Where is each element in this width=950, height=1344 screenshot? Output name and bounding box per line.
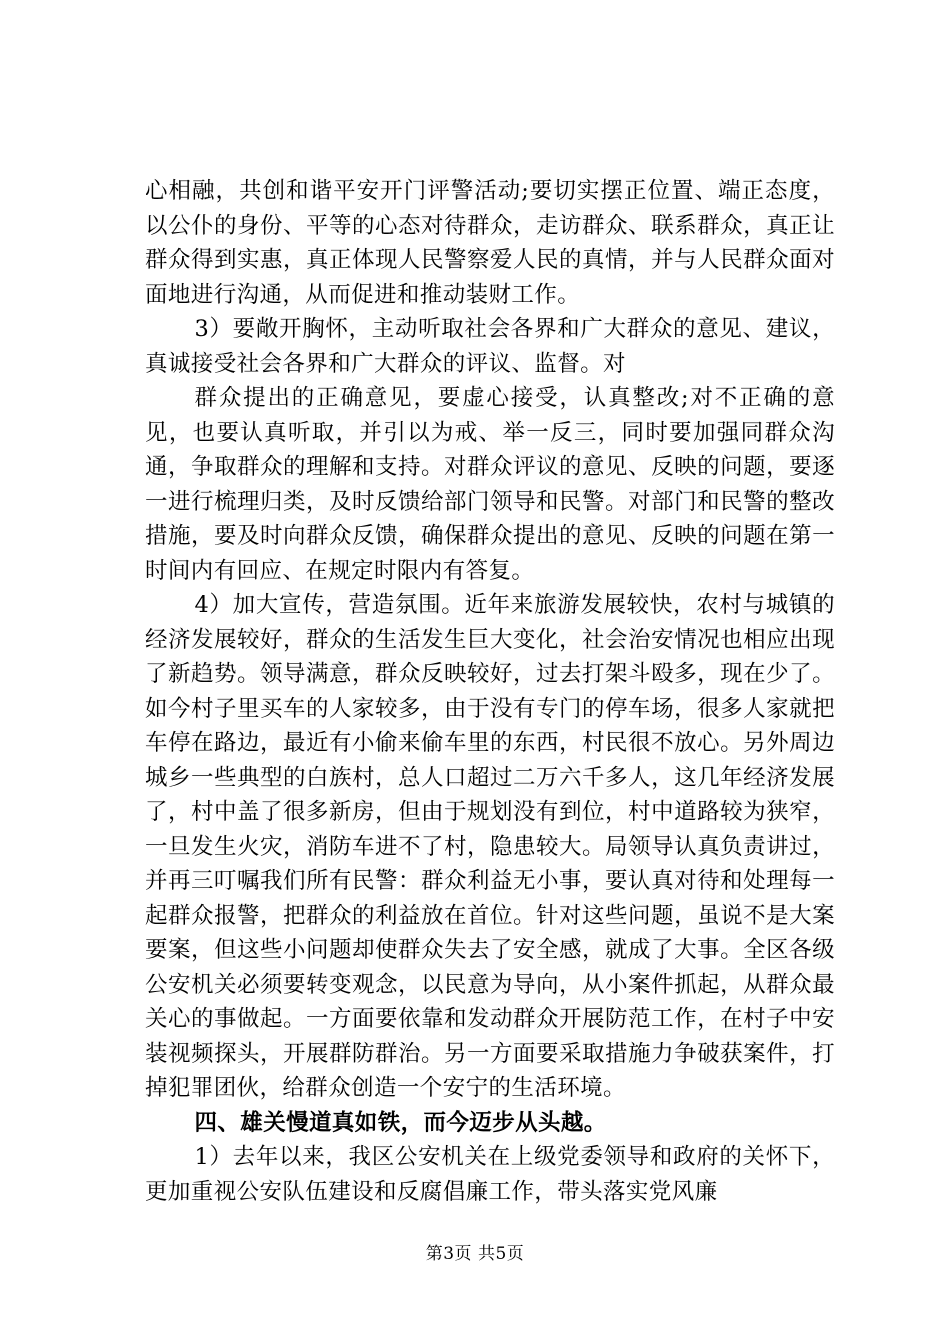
paragraph-point-3-continued: 群众提出的正确意见，要虚心接受，认真整改;对不正确的意见，也要认真听取，并引以为戒、举一反三，同时要加强同群众沟通，争取群众的理解和支持。对群众评议的意见、反映的问题，要逐一进行梳理归类，及时反馈给部门领导和民警。对部门和民警的整改措施，要及时向群众反馈，确保群众提出的意见、反映的问题在第一时间内有回应、在规定时限内有答复。 (145, 385, 835, 584)
paragraph-continuation: 心相融，共创和谐平安开门评警活动;要切实摆正位置、端正态度，以公仆的身份、平等的心态对待群众，走访群众、联系群众，真正让群众得到实惠，真正体现人民警察爱人民的真情，并与人民群众面对面地进行沟通，从而促进和推动装财工作。 (145, 178, 835, 308)
paragraph-section4-point-1: 1）去年以来，我区公安机关在上级党委领导和政府的关怀下，更加重视公安队伍建设和反腐倡廉工作，带头落实党风廉 (145, 1144, 835, 1205)
section-heading: 四、雄关慢道真如铁，而今迈步从头越。 (194, 1109, 607, 1136)
paragraph-point-3: 3）要敞开胸怀，主动听取社会各界和广大群众的意见、建议，真诚接受社会各界和广大群众的评议、监督。对 (145, 316, 835, 377)
page-number-footer: 第3页 共5页 (425, 1244, 525, 1264)
paragraph-point-4: 4）加大宣传，营造氛围。近年来旅游发展较快，农村与城镇的经济发展较好，群众的生活发生巨大变化，社会治安情况也相应出现了新趋势。领导满意，群众反映较好，过去打架斗殴多，现在少了。如今村子里买车的人家较多，由于没有专门的停车场，很多人家就把车停在路边，最近有小偷来偷车里的东西，村民很不放心。另外周边城乡一些典型的白族村，总人口超过二万六千多人，这几年经济发展了，村中盖了很多新房，但由于规划没有到位，村中道路较为狭窄，一旦发生火灾，消防车进不了村，隐患较大。局领导认真负责讲过，并再三叮嘱我们所有民警：群众利益无小事，要认真对待和处理每一起群众报警，把群众的利益放在首位。针对这些问题，虽说不是大案要案，但这些小问题却使群众失去了安全感，就成了大事。全区各级公安机关必须要转变观念，以民意为导向，从小案件抓起，从群众最关心的事做起。一方面要依靠和发动群众开展防范工作，在村子中安装视频探头，开展群防群治。另一方面要采取措施力争破获案件，打掉犯罪团伙，给群众创造一个安宁的生活环境。 (145, 592, 835, 1101)
document-body (145, 174, 835, 1209)
